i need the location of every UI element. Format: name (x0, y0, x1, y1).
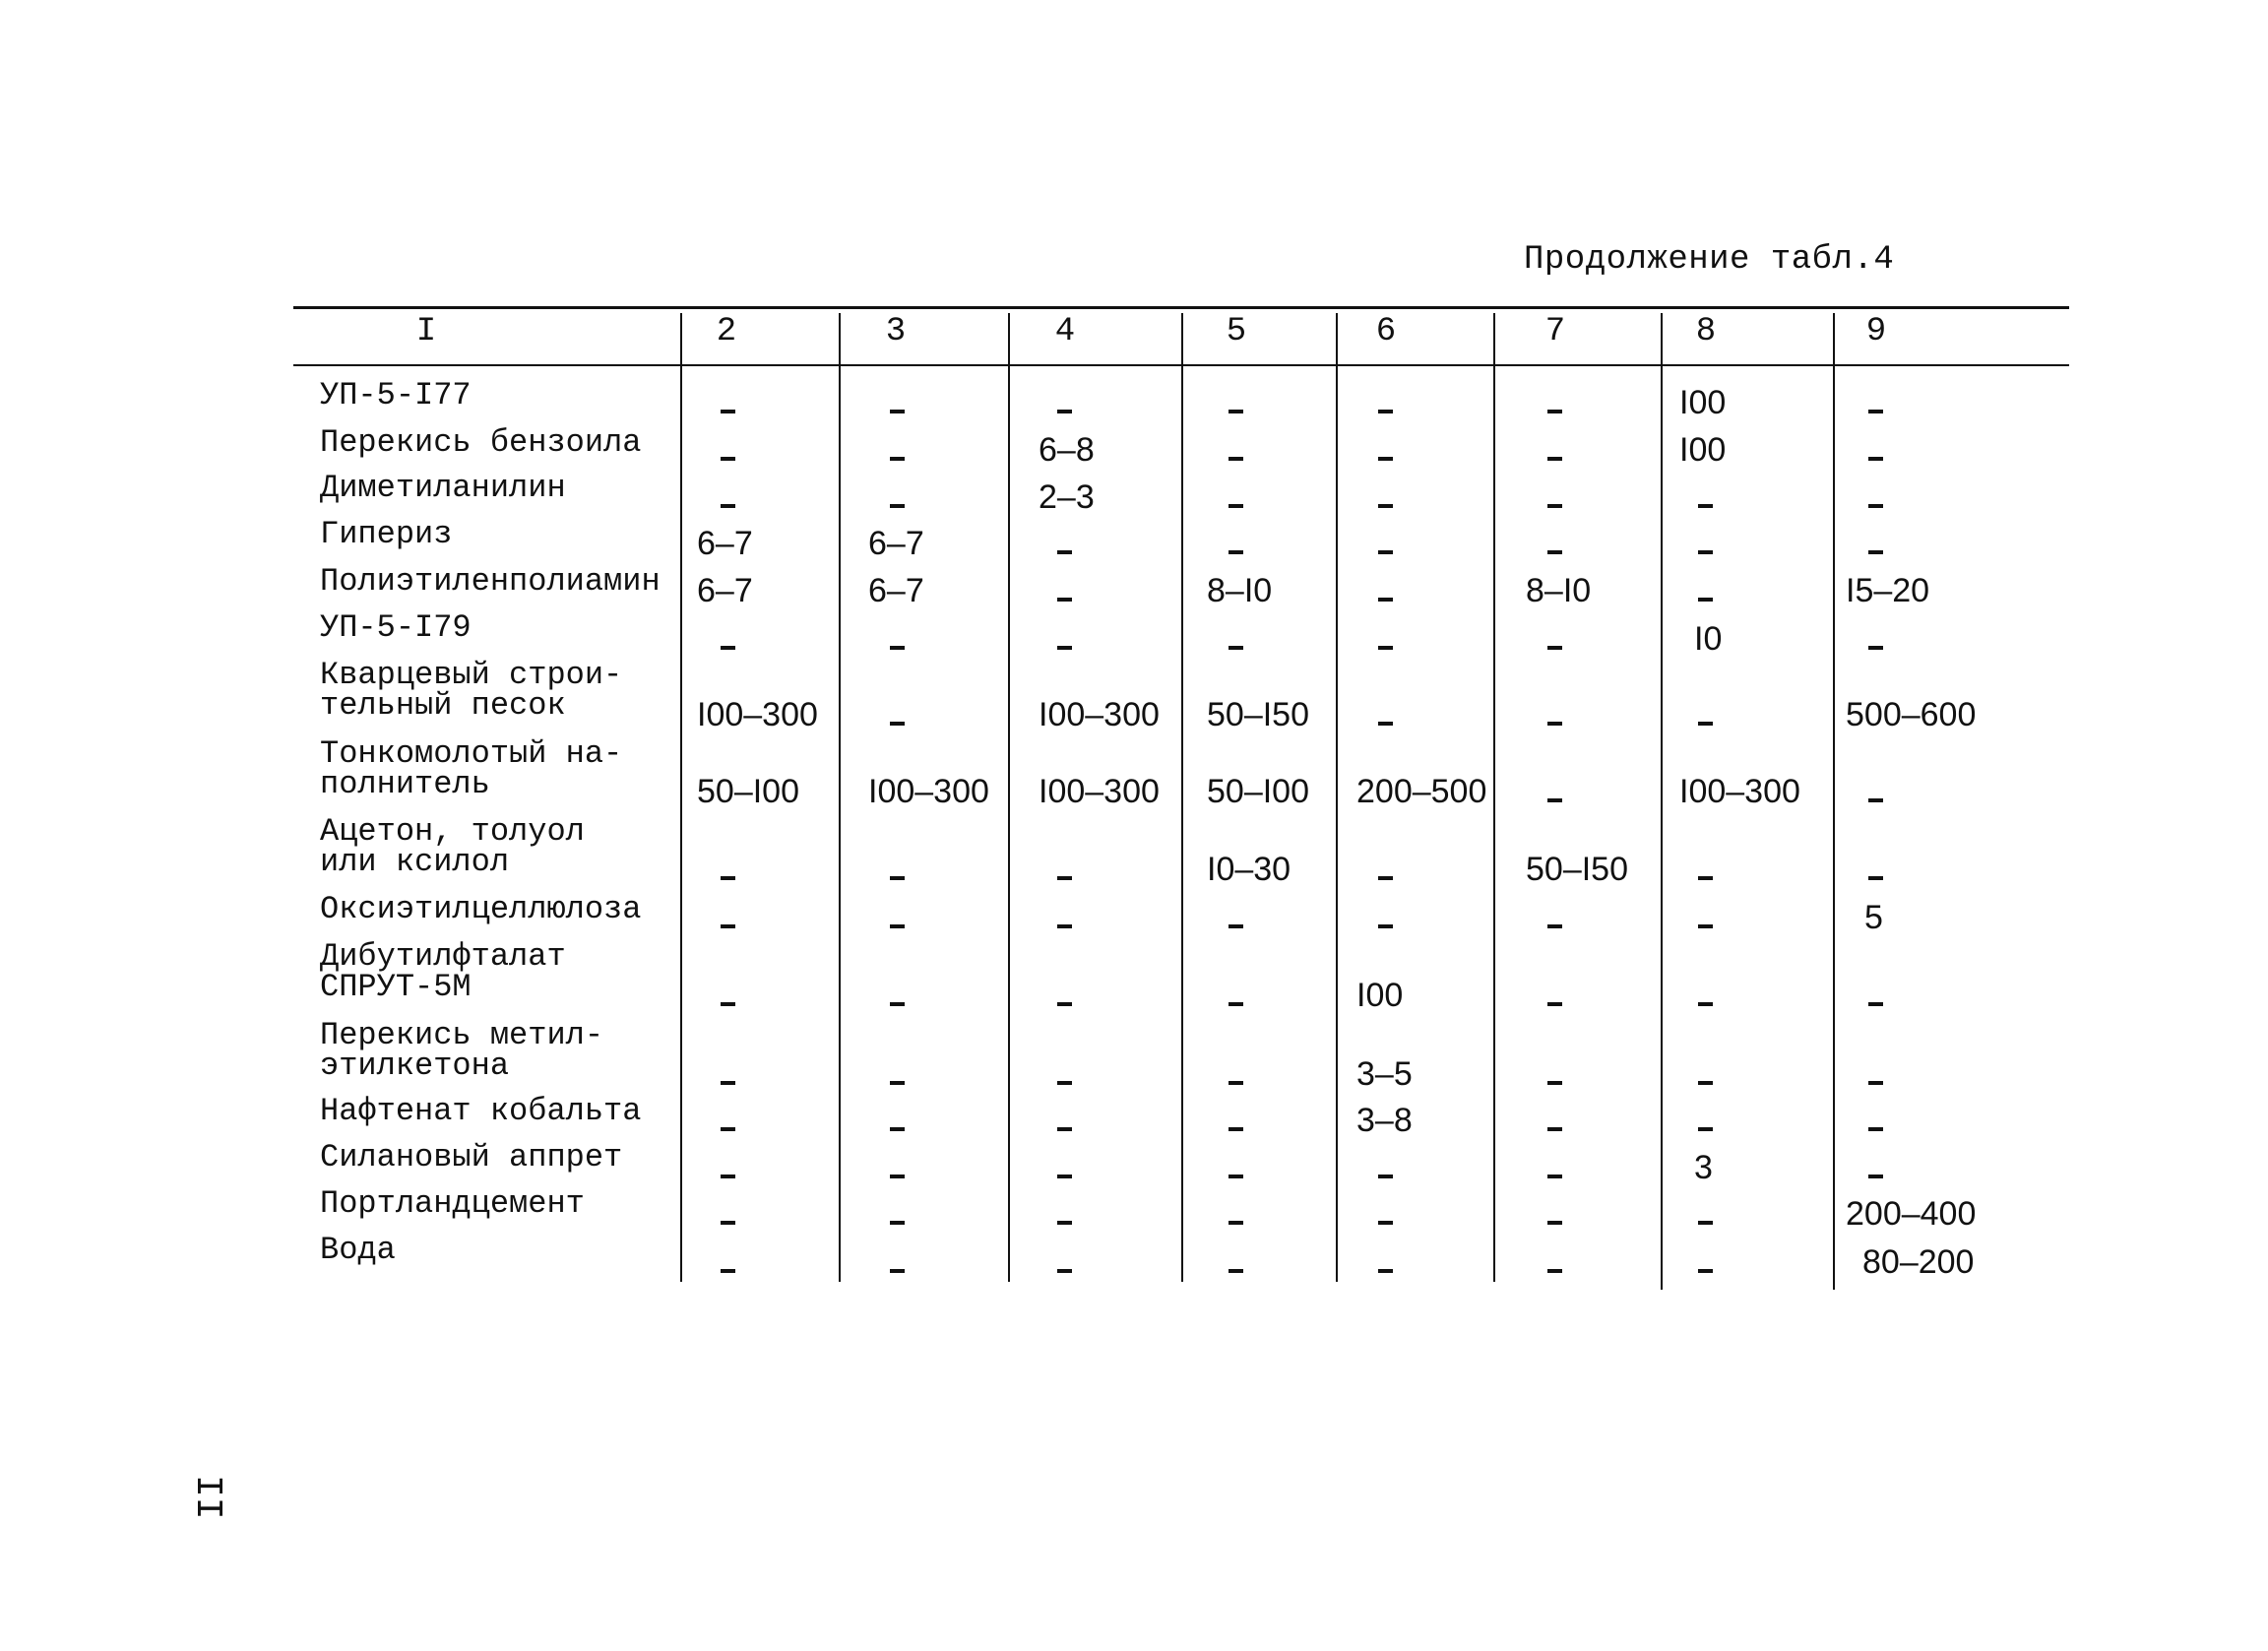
empty-dash (1057, 550, 1072, 554)
empty-dash (1698, 722, 1713, 726)
empty-dash (1698, 1269, 1713, 1273)
empty-dash (890, 876, 905, 880)
empty-dash (721, 876, 735, 880)
row-label: Нафтенат кобальта (320, 1093, 642, 1129)
column-header: 9 (1865, 313, 1887, 350)
column-header: 2 (716, 313, 737, 350)
empty-dash (1057, 1221, 1072, 1225)
empty-dash (1698, 550, 1713, 554)
column-separator (1008, 313, 1010, 1282)
empty-dash (1378, 410, 1393, 413)
empty-dash (1868, 1175, 1883, 1178)
empty-dash (1868, 504, 1883, 508)
empty-dash (1547, 1081, 1562, 1085)
row-label: Перекись метил- (320, 1017, 604, 1053)
empty-dash (1057, 924, 1072, 928)
table-cell: 2–3 (1039, 478, 1095, 516)
table-cell: 3 (1694, 1149, 1713, 1186)
empty-dash (1228, 1175, 1243, 1178)
empty-dash (1547, 1175, 1562, 1178)
row-label: Дибутилфталат (320, 938, 566, 975)
column-separator (1181, 313, 1183, 1282)
empty-dash (1057, 876, 1072, 880)
empty-dash (1547, 1002, 1562, 1006)
empty-dash (890, 722, 905, 726)
empty-dash (1057, 1269, 1072, 1273)
row-label: УП-5-I79 (320, 609, 472, 646)
empty-dash (1057, 646, 1072, 650)
table-cell: 3–5 (1356, 1055, 1413, 1093)
table-cell: 6–7 (697, 572, 753, 609)
row-label: тельный песок (320, 687, 566, 724)
empty-dash (1698, 1127, 1713, 1131)
empty-dash (1698, 876, 1713, 880)
empty-dash (1228, 550, 1243, 554)
table-cell: 50–I00 (1207, 773, 1309, 810)
empty-dash (1228, 646, 1243, 650)
table-cell: I5–20 (1846, 572, 1930, 609)
empty-dash (1698, 924, 1713, 928)
row-label: Перекись бензоила (320, 424, 642, 461)
column-header: 7 (1544, 313, 1566, 350)
empty-dash (890, 410, 905, 413)
row-label: Диметиланилин (320, 470, 566, 506)
row-label: Оксиэтилцеллюлоза (320, 891, 642, 927)
column-header: 5 (1226, 313, 1247, 350)
table-cell: 5 (1864, 899, 1883, 936)
table-cell: 50–I50 (1207, 696, 1309, 733)
empty-dash (890, 1175, 905, 1178)
empty-dash (1057, 598, 1072, 602)
empty-dash (1698, 1221, 1713, 1225)
empty-dash (1378, 550, 1393, 554)
empty-dash (1378, 1269, 1393, 1273)
empty-dash (1057, 410, 1072, 413)
row-label: Ацетон, толуол (320, 813, 585, 850)
row-label: УП-5-I77 (320, 377, 472, 413)
table-cell: 8–I0 (1526, 572, 1592, 609)
empty-dash (721, 1127, 735, 1131)
empty-dash (1698, 1002, 1713, 1006)
row-label: Вода (320, 1232, 396, 1268)
empty-dash (1228, 410, 1243, 413)
empty-dash (1868, 1002, 1883, 1006)
empty-dash (1228, 1221, 1243, 1225)
empty-dash (1868, 410, 1883, 413)
page-number: II (186, 1475, 228, 1520)
empty-dash (1547, 646, 1562, 650)
column-separator (1833, 313, 1835, 1290)
table-cell: I0–30 (1207, 851, 1292, 888)
empty-dash (1868, 798, 1883, 802)
table-cell: I0 (1694, 620, 1723, 658)
empty-dash (1228, 504, 1243, 508)
table-cell: 500–600 (1846, 696, 1977, 733)
empty-dash (1057, 1127, 1072, 1131)
empty-dash (1378, 646, 1393, 650)
empty-dash (890, 1127, 905, 1131)
table-cell: 6–8 (1039, 431, 1095, 469)
table-cell: I00–300 (1039, 773, 1160, 810)
empty-dash (1228, 1127, 1243, 1131)
table-cell: 6–7 (868, 525, 924, 562)
column-header: 4 (1054, 313, 1076, 350)
empty-dash (1228, 924, 1243, 928)
empty-dash (1868, 1127, 1883, 1131)
column-separator (1661, 313, 1663, 1290)
empty-dash (1547, 457, 1562, 461)
table-top-rule (293, 306, 2069, 309)
table-cell: 80–200 (1862, 1243, 1975, 1281)
empty-dash (1228, 457, 1243, 461)
column-separator (1493, 313, 1495, 1282)
table-cell: 50–I50 (1526, 851, 1628, 888)
row-label: Кварцевый строи- (320, 657, 623, 693)
empty-dash (721, 646, 735, 650)
column-separator (1336, 313, 1338, 1282)
empty-dash (890, 646, 905, 650)
row-label: Портландцемент (320, 1185, 585, 1222)
empty-dash (890, 1221, 905, 1225)
table-cell: 8–I0 (1207, 572, 1273, 609)
empty-dash (721, 457, 735, 461)
empty-dash (1228, 1002, 1243, 1006)
empty-dash (1378, 924, 1393, 928)
empty-dash (1228, 1269, 1243, 1273)
empty-dash (1868, 550, 1883, 554)
empty-dash (1378, 1221, 1393, 1225)
empty-dash (1698, 1081, 1713, 1085)
empty-dash (1868, 1081, 1883, 1085)
empty-dash (721, 1081, 735, 1085)
empty-dash (1547, 550, 1562, 554)
empty-dash (1378, 598, 1393, 602)
empty-dash (890, 924, 905, 928)
empty-dash (1057, 1002, 1072, 1006)
empty-dash (1868, 876, 1883, 880)
table-cell: I00–300 (697, 696, 818, 733)
table-cell: 6–7 (868, 572, 924, 609)
row-label: Тонкомолотый на- (320, 735, 623, 772)
empty-dash (1547, 1127, 1562, 1131)
column-header: 3 (885, 313, 907, 350)
empty-dash (890, 1081, 905, 1085)
table-cell: I00–300 (1679, 773, 1800, 810)
empty-dash (890, 1269, 905, 1273)
table-cell: I00–300 (1039, 696, 1160, 733)
empty-dash (1547, 504, 1562, 508)
empty-dash (890, 504, 905, 508)
table-cell: 200–500 (1356, 773, 1487, 810)
empty-dash (1378, 876, 1393, 880)
table-caption: Продолжение табл.4 (1524, 241, 1895, 279)
empty-dash (1547, 410, 1562, 413)
table-cell: I00 (1679, 431, 1727, 469)
empty-dash (1057, 1081, 1072, 1085)
empty-dash (1547, 798, 1562, 802)
row-label: или ксилол (320, 844, 510, 880)
empty-dash (1378, 457, 1393, 461)
empty-dash (721, 1269, 735, 1273)
empty-dash (1868, 646, 1883, 650)
empty-dash (1698, 504, 1713, 508)
column-header: 6 (1375, 313, 1397, 350)
empty-dash (1698, 598, 1713, 602)
row-label: Гипериз (320, 516, 453, 552)
row-label: полнитель (320, 766, 490, 802)
table-cell: I00–300 (868, 773, 989, 810)
column-separator (680, 313, 682, 1282)
empty-dash (1547, 722, 1562, 726)
row-label: этилкетона (320, 1048, 510, 1084)
empty-dash (1378, 722, 1393, 726)
column-separator (839, 313, 841, 1282)
row-label: СПРУТ-5М (320, 969, 472, 1005)
empty-dash (1547, 1221, 1562, 1225)
empty-dash (1057, 1175, 1072, 1178)
empty-dash (1547, 924, 1562, 928)
empty-dash (721, 410, 735, 413)
empty-dash (721, 1175, 735, 1178)
empty-dash (1868, 457, 1883, 461)
empty-dash (721, 924, 735, 928)
table-cell: 50–I00 (697, 773, 799, 810)
column-header: I (415, 313, 437, 350)
table-cell: I00 (1356, 977, 1404, 1014)
empty-dash (721, 1002, 735, 1006)
empty-dash (1228, 1081, 1243, 1085)
empty-dash (1378, 504, 1393, 508)
column-header: 8 (1695, 313, 1717, 350)
table-cell: 3–8 (1356, 1102, 1413, 1139)
table-cell: I00 (1679, 384, 1727, 421)
empty-dash (1378, 1175, 1393, 1178)
empty-dash (890, 1002, 905, 1006)
empty-dash (890, 457, 905, 461)
empty-dash (721, 504, 735, 508)
table-cell: 200–400 (1846, 1195, 1977, 1233)
empty-dash (1547, 1269, 1562, 1273)
row-label: Силановый аппрет (320, 1139, 623, 1175)
table-cell: 6–7 (697, 525, 753, 562)
empty-dash (721, 1221, 735, 1225)
row-label: Полиэтиленполиамин (320, 563, 661, 600)
